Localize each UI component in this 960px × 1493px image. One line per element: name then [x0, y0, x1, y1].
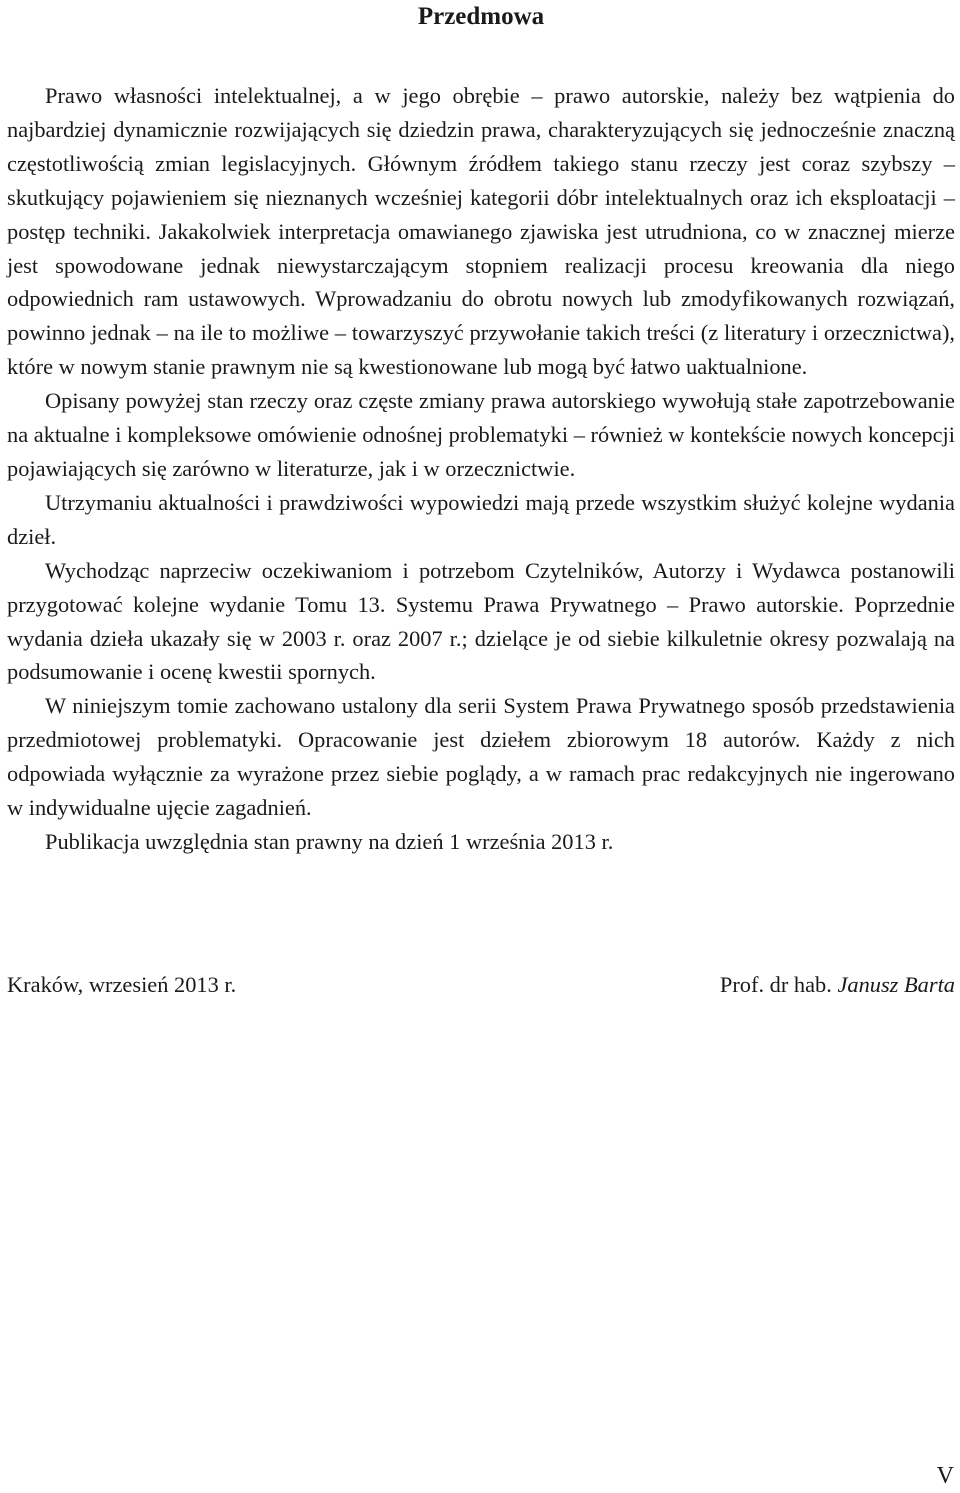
- paragraph: W niniejszym tomie zachowano ustalony dla serii System Prawa Prywatnego sposób przedstawienia przedmiotowej problematyki. Opracowanie jest dziełem zbiorowym 18 autorów. Każdy z nich odpowiada wyłącznie za wyrażone przez siebie poglądy, a w ramach prac redakcyjnych nie ingerowano w indywidualne ujęcie zagadnień.: [7, 693, 955, 821]
- paragraph: Publikacja uwzględnia stan prawny na dzień 1 września 2013 r.: [45, 828, 614, 854]
- page-title: Przedmowa: [417, 3, 545, 30]
- author: [720, 968, 955, 1001]
- paragraph: Utrzymaniu aktualności i prawdziwości wypowiedzi mają przede wszystkim służyć kolejne wydania dzieł.: [7, 489, 955, 549]
- author-title: Prof. dr hab.: [719, 972, 832, 997]
- preface-body: [7, 79, 955, 859]
- author-name: Janusz Barta: [837, 972, 955, 997]
- place-date: Kraków, wrzesień 2013 r.: [7, 972, 237, 997]
- paragraph: Prawo własności intelektualnej, a w jego obrębie – prawo autorskie, należy bez wątpienia do najbardziej dynamicznie rozwijających się dziedzin prawa, charakteryzujących się jednocześnie znaczną częstotliwością zmian legislacyjnych. Głównym źródłem takiego stanu rzeczy jest coraz szybszy – skutkujący pojawieniem się nieznanych wcześniej kategorii dóbr intelektualnych oraz ich eksploatacji – postęp techniki. Jakakolwiek interpretacja omawianego zjawiska jest utrudniona, co w znacznej mierze jest spowodowane jednak niewystarczającym stopniem realizacji procesu kreowania dla niego odpowiednich ram ustawowych. Wprowadzaniu do obrotu nowych lub zmodyfikowanych rozwiązań, powinno jednak – na ile to możliwe – towarzyszyć przywołanie takich treści (z literatury i orzecznictwa), które w nowym stanie prawnym nie są kwestionowane lub mogą być łatwo uaktualnione.: [7, 83, 955, 380]
- document-page: [7, 0, 955, 997]
- paragraph: Opisany powyżej stan rzeczy oraz częste zmiany prawa autorskiego wywołują stałe zapotrzebowanie na aktualne i kompleksowe omówienie odnośnej problematyki – również w kontekście nowych koncepcji pojawiających się zarówno w literaturze, jak i w orzecznictwie.: [7, 388, 955, 481]
- page-number: V: [936, 1463, 954, 1489]
- paragraph: Wychodząc naprzeciw oczekiwaniom i potrzebom Czytelników, Autorzy i Wydawca postanowili przygotować kolejne wydanie Tomu 13. Systemu Prawa Prywatnego – Prawo autorskie. Poprzednie wydania dzieła ukazały się w 2003 r. oraz 2007 r.; dzielące je od siebie kilkuletnie okresy pozwalają na podsumowanie i ocenę kwestii spornych.: [7, 557, 955, 685]
